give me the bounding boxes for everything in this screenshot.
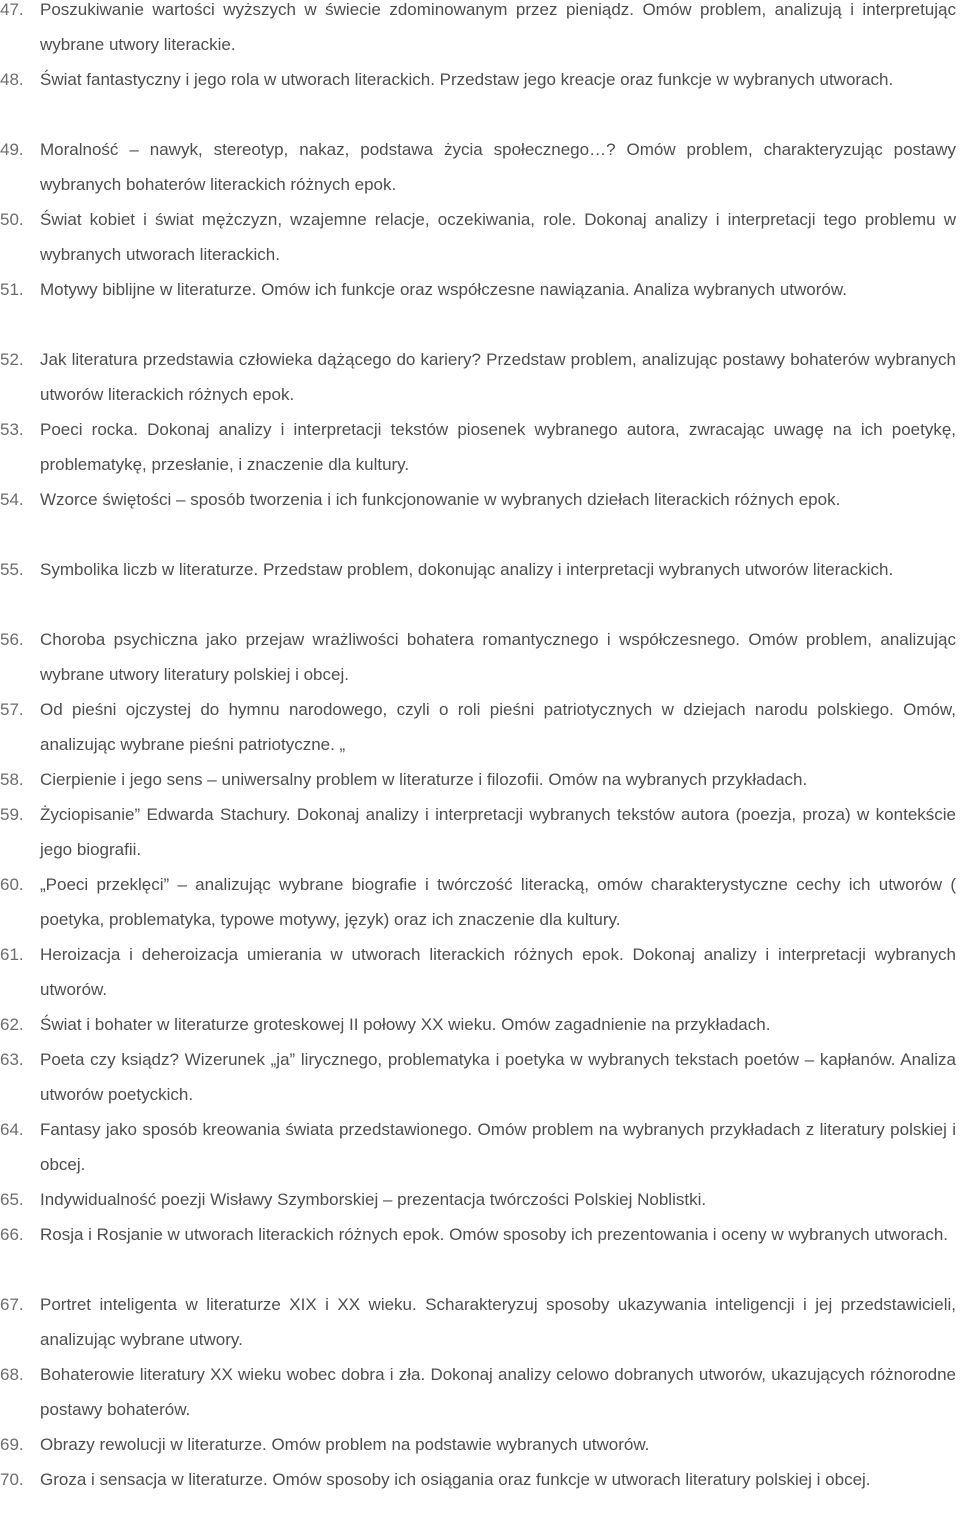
item-number: 47.: [0, 0, 24, 19]
list-item: [0, 1427, 960, 1462]
list-item: [0, 272, 960, 342]
item-text: Poeta czy ksiądz? Wizerunek „ja” lirycznego, problematyka i poetyka w wybranych tekstach poetów – kapłanów. Analiza utworów poetyckich.: [40, 1050, 956, 1104]
list-item: [0, 552, 960, 622]
list-item: [0, 0, 960, 62]
item-text: Moralność – nawyk, stereotyp, nakaz, podstawa życia społecznego…? Omów problem, charakteryzując postawy wybranych bohaterów literackich różnych epok.: [40, 140, 956, 194]
list-item: [0, 797, 960, 867]
item-number: 51.: [0, 280, 24, 299]
item-text: Rosja i Rosjanie w utworach literackich różnych epok. Omów sposoby ich prezentowania i oceny w wybranych utworach.: [40, 1225, 949, 1244]
item-text: Heroizacja i deheroizacja umierania w utworach literackich różnych epok. Dokonaj analizy i interpretacji wybranych utworów.: [40, 945, 956, 999]
item-number: 70.: [0, 1470, 24, 1489]
item-number: 52.: [0, 350, 24, 369]
item-number: 61.: [0, 945, 24, 964]
item-text: Motywy biblijne w literaturze. Omów ich funkcje oraz współczesne nawiązania. Analiza wybranych utworów.: [40, 280, 847, 299]
list-item: [0, 202, 960, 272]
list-item: [0, 132, 960, 202]
item-number: 59.: [0, 805, 24, 824]
item-text: Choroba psychiczna jako przejaw wrażliwości bohatera romantycznego i współczesnego. Omów problem, analizując wybrane utwory literatury polskiej i obcej.: [40, 630, 956, 684]
item-number: 56.: [0, 630, 24, 649]
item-number: 60.: [0, 875, 24, 894]
item-text: „Poeci przeklęci” – analizując wybrane biografie i twórczość literacką, omów charakterystyczne cechy ich utworów ( poetyka, problematyka, typowe motywy, język) oraz ich znaczenie dla kultury.: [40, 875, 956, 929]
item-text: Obrazy rewolucji w literaturze. Omów problem na podstawie wybranych utworów.: [40, 1435, 650, 1454]
list-item: [0, 937, 960, 1007]
list-item: [0, 342, 960, 412]
list-item: [0, 1462, 960, 1532]
list-item: [0, 1287, 960, 1357]
item-number: 68.: [0, 1365, 24, 1384]
item-text: Świat kobiet i świat mężczyzn, wzajemne relacje, oczekiwania, role. Dokonaj analizy i interpretacji tego problemu w wybranych utworach literackich.: [40, 210, 956, 264]
list-item: [0, 482, 960, 552]
item-number: 64.: [0, 1120, 24, 1139]
item-number: 50.: [0, 210, 24, 229]
item-text: Poszukiwanie wartości wyższych w świecie zdominowanym przez pieniądz. Omów problem, analizują i interpretując wybrane utwory literackie.: [40, 0, 956, 54]
item-number: 65.: [0, 1190, 24, 1209]
list-item: [0, 62, 960, 132]
item-number: 66.: [0, 1225, 24, 1244]
item-text: Groza i sensacja w literaturze. Omów sposoby ich osiągania oraz funkcje w utworach literatury polskiej i obcej.: [40, 1470, 871, 1489]
item-number: 62.: [0, 1015, 24, 1034]
item-number: 58.: [0, 770, 24, 789]
list-item: [0, 1217, 960, 1287]
item-number: 57.: [0, 700, 24, 719]
item-text: Fantasy jako sposób kreowania świata przedstawionego. Omów problem na wybranych przykładach z literatury polskiej i obcej.: [40, 1120, 956, 1174]
list-item: [0, 1042, 960, 1112]
list-item: [0, 412, 960, 482]
item-text: Wzorce świętości – sposób tworzenia i ich funkcjonowanie w wybranych dziełach literackich różnych epok.: [40, 490, 841, 509]
item-text: Od pieśni ojczystej do hymnu narodowego, czyli o roli pieśni patriotycznych w dziejach narodu polskiego. Omów, analizując wybrane pieśni patriotyczne. „: [40, 700, 956, 754]
item-text: Poeci rocka. Dokonaj analizy i interpretacji tekstów piosenek wybranego autora, zwracając uwagę na ich poetykę, problematykę, przesłanie, i znaczenie dla kultury.: [40, 420, 956, 474]
list-item: [0, 762, 960, 797]
item-number: 48.: [0, 70, 24, 89]
list-item: [0, 692, 960, 762]
item-text: Życiopisanie” Edwarda Stachury. Dokonaj analizy i interpretacji wybranych tekstów autora (poezja, proza) w kontekście jego biografii.: [40, 805, 956, 859]
item-number: 67.: [0, 1295, 24, 1314]
item-number: 63.: [0, 1050, 24, 1069]
list-item: [0, 1182, 960, 1217]
item-number: 49.: [0, 140, 24, 159]
item-number: 55.: [0, 560, 24, 579]
list-item: [0, 622, 960, 692]
list-item: [0, 867, 960, 937]
list-item: [0, 1357, 960, 1427]
item-text: Cierpienie i jego sens – uniwersalny problem w literaturze i filozofii. Omów na wybranych przykładach.: [40, 770, 808, 789]
item-text: Świat i bohater w literaturze groteskowej II połowy XX wieku. Omów zagadnienie na przykładach.: [40, 1015, 771, 1034]
item-text: Indywidualność poezji Wisławy Szymborskiej – prezentacja twórczości Polskiej Noblistki.: [40, 1190, 707, 1209]
list-item: [0, 1007, 960, 1042]
item-number: 53.: [0, 420, 24, 439]
item-number: 69.: [0, 1435, 24, 1454]
item-number: 54.: [0, 490, 24, 509]
item-text: Portret inteligenta w literaturze XIX i XX wieku. Scharakteryzuj sposoby ukazywania inteligencji i jej przedstawicieli, analizując wybrane utwory.: [40, 1295, 956, 1349]
list-item: [0, 1112, 960, 1182]
item-text: Jak literatura przedstawia człowieka dążącego do kariery? Przedstaw problem, analizując postawy bohaterów wybranych utworów literackich różnych epok.: [40, 350, 956, 404]
item-text: Świat fantastyczny i jego rola w utworach literackich. Przedstaw jego kreacje oraz funkcje w wybranych utworach.: [40, 70, 894, 89]
item-text: Symbolika liczb w literaturze. Przedstaw problem, dokonując analizy i interpretacji wybranych utworów literackich.: [40, 560, 894, 579]
item-text: Bohaterowie literatury XX wieku wobec dobra i zła. Dokonaj analizy celowo dobranych utworów, ukazujących różnorodne postawy bohaterów.: [40, 1365, 956, 1419]
